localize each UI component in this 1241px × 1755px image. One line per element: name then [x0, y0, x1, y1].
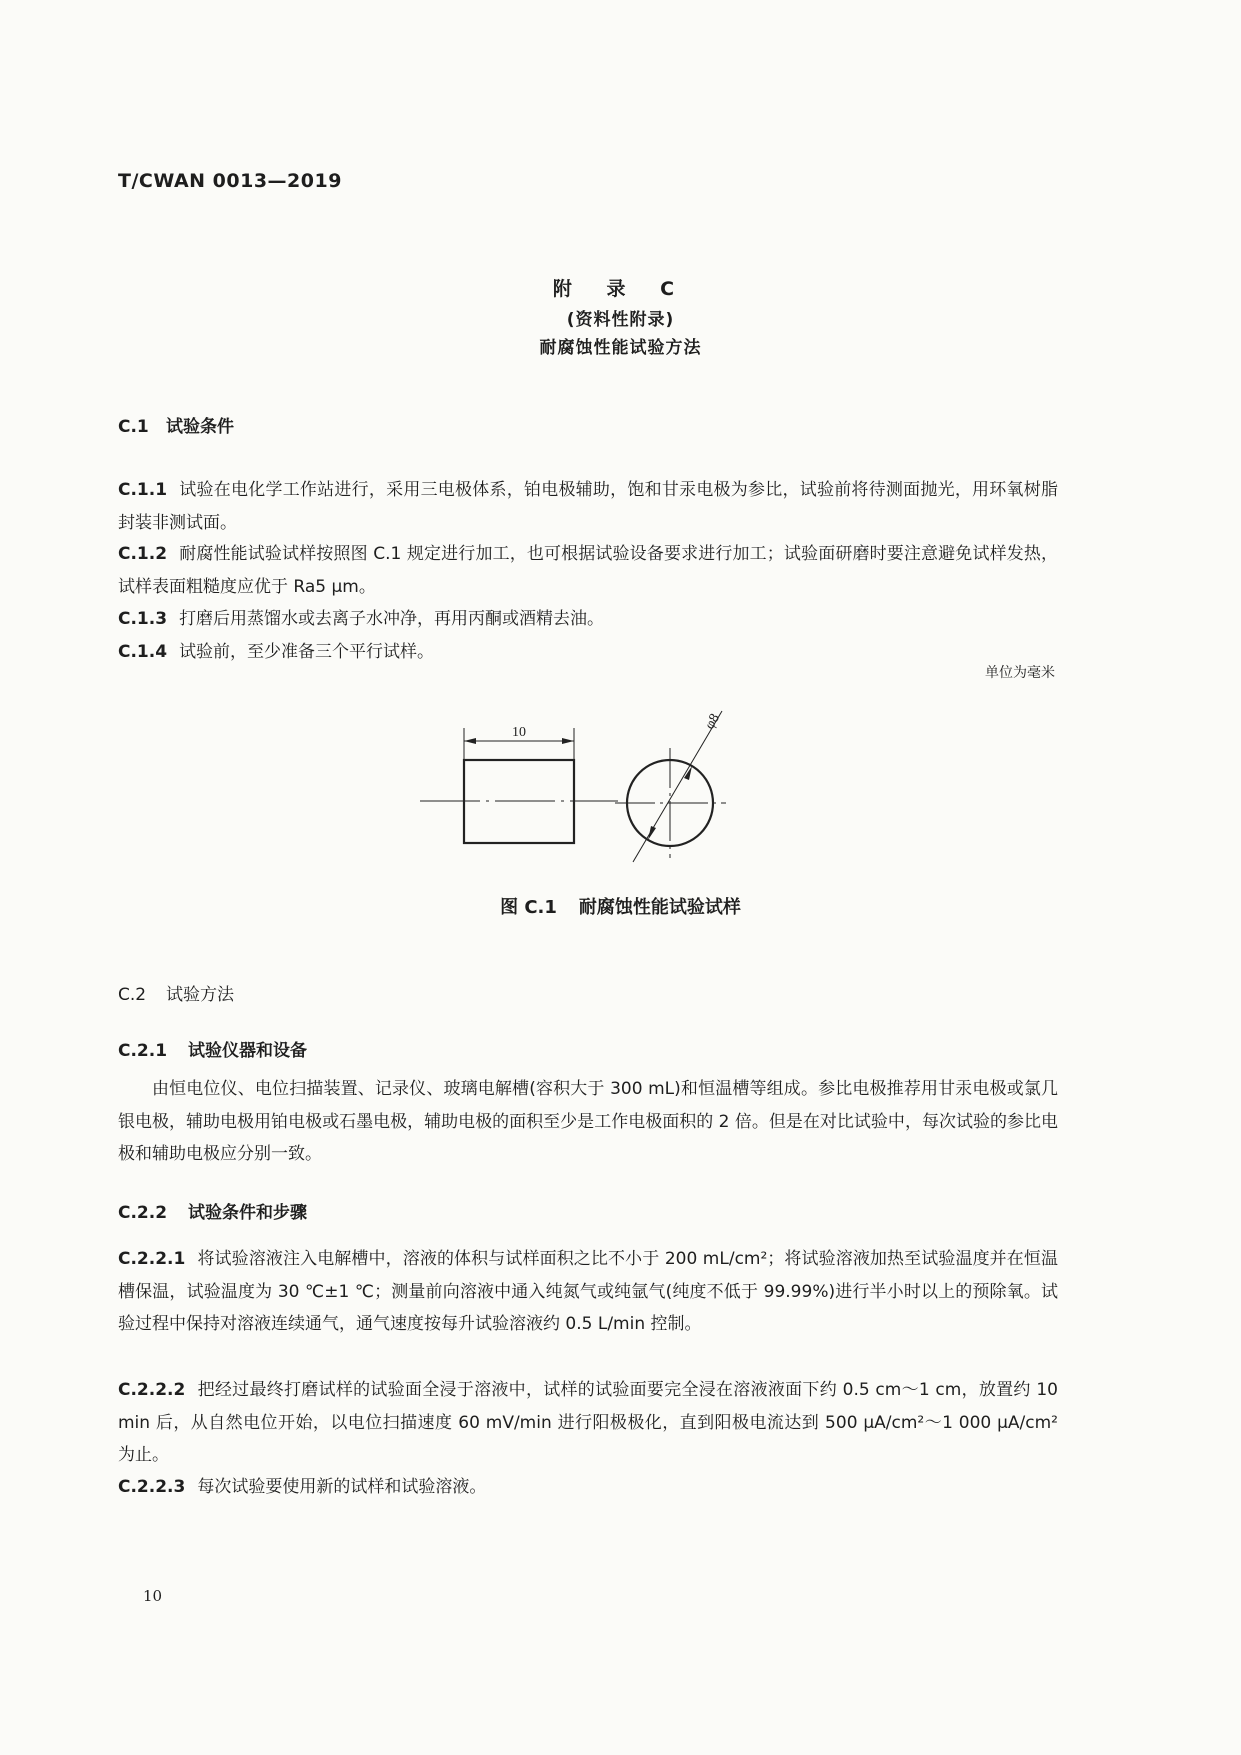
section-number: C.1	[118, 417, 149, 437]
clause-c2-2-2	[118, 1374, 1058, 1472]
section-c2-2-heading	[118, 1198, 307, 1223]
section-number: C.2.1	[118, 1041, 168, 1061]
unit-note: 单位为毫米	[985, 665, 1055, 681]
standard-code: T/CWAN 0013—2019	[118, 170, 342, 192]
annex-name: 耐腐蚀性能试验方法	[539, 338, 702, 358]
page-number: 10	[143, 1587, 163, 1605]
clause-text: 耐腐性能试验试样按照图 C.1 规定进行加工，也可根据试验设备要求进行加工；试验面研磨时要注意避免试样发热，试样表面粗糙度应优于 Ra5 μm。	[118, 544, 1058, 597]
clause-number: C.2.2.1	[118, 1249, 186, 1269]
arrowhead-diameter-lower	[648, 826, 656, 840]
figure-title: 耐腐蚀性能试验试样	[578, 897, 741, 918]
clause-text: 试验前，至少准备三个平行试样。	[179, 642, 435, 662]
clause-text: 试验在电化学工作站进行，采用三电极体系，铂电极辅助，饱和甘汞电极为参比，试验前将待测面抛光，用环氧树脂封装非测试面。	[118, 480, 1058, 533]
clause-number: C.2.2.2	[118, 1380, 186, 1400]
section-title: 试验条件	[166, 417, 234, 437]
clause-number: C.1.3	[118, 609, 168, 629]
clause-number: C.1.2	[118, 544, 168, 564]
section-title: 试验条件和步骤	[188, 1203, 307, 1223]
section-number: C.2	[118, 985, 147, 1005]
figure-label: 图 C.1	[500, 897, 557, 918]
section-number: C.2.2	[118, 1203, 168, 1223]
section-title: 试验方法	[166, 985, 234, 1005]
diameter-label: φ8	[702, 711, 724, 732]
annex-type: (资料性附录)	[566, 310, 675, 330]
annex-title: 附 录 C	[552, 278, 689, 300]
clause-number: C.1.4	[118, 642, 168, 662]
clause-c2-2-1	[118, 1243, 1058, 1341]
length-label: 10	[512, 725, 526, 740]
figure-caption	[0, 893, 1241, 919]
clause-number: C.1.1	[118, 480, 168, 500]
clause-number: C.2.2.3	[118, 1477, 186, 1497]
clause-c2-1-text: 由恒电位仪、电位扫描装置、记录仪、玻璃电解槽(容积大于 300 mL)和恒温槽等组成。参比电极推荐用甘汞电极或氯几银电极，辅助电极用铂电极或石墨电极，辅助电极的面积至少是工作电极面积的 2 倍。但是在对比试验中，每次试验的参比电极和辅助电极应分别一致。	[118, 1079, 1058, 1164]
clause-text: 每次试验要使用新的试样和试验溶液。	[197, 1477, 487, 1497]
clause-text: 打磨后用蒸馏水或去离子水冲净，再用丙酮或酒精去油。	[179, 609, 605, 629]
clause-c2-2-3	[118, 1471, 1058, 1504]
clause-text: 将试验溶液注入电解槽中，溶液的体积与试样面积之比不小于 200 mL/cm²；将试验溶液加热至试验温度并在恒温槽保温，试验温度为 30 ℃±1 ℃；测量前向溶液中通入纯氮气或纯氩气(纯度不低于 99.99%)进行半小时以上的预除氧。试验过程中保持对溶液连续通气，通气速度按每升试验溶液约 0.5 L/min 控制。	[118, 1249, 1058, 1334]
arrowhead-right	[562, 738, 574, 744]
section-c2-1-heading	[118, 1036, 307, 1061]
section-c2-heading	[118, 980, 234, 1005]
clause-text: 把经过最终打磨试样的试验面全浸于溶液中，试样的试验面要完全浸在溶液液面下约 0.5 cm～1 cm，放置约 10 min 后，从自然电位开始，以电位扫描速度 60 mV/min 进行阳极极化，直到阳极电流达到 500 μA/cm²～1 000 μA/cm² 为止。	[118, 1380, 1058, 1465]
arrowhead-left	[464, 738, 476, 744]
section-title: 试验仪器和设备	[188, 1041, 307, 1061]
